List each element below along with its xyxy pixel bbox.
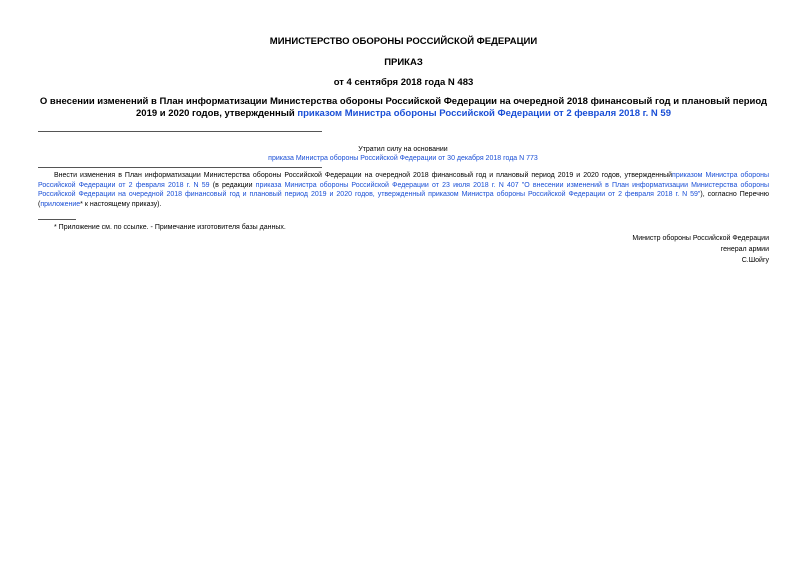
lapsed-notice: Утратил силу на основании (358, 146, 448, 153)
order-body-paragraph (38, 171, 769, 209)
body-text-part: (в редакции (209, 181, 256, 189)
signature-name: С.Шойгу (741, 257, 769, 264)
body-text-part: Внести изменения в План информатизации Министерства обороны Российской Федерации на очередной 2018 финансовый год и плановый период 2019 и 2020 годов, утвержденный (54, 172, 673, 179)
ministry-heading: МИНИСТЕРСТВО ОБОРОНЫ РОССИЙСКОЙ ФЕДЕРАЦИИ (269, 36, 538, 47)
date-number-heading: от 4 сентября 2018 года N 483 (333, 77, 474, 88)
divider-line-middle (38, 167, 322, 168)
body-order-link[interactable]: приказом Министра обороны Российской Федерации от 2 февраля 2018 г. N 59 (38, 172, 769, 189)
divider-line-top (38, 131, 322, 132)
signature-rank: генерал армии (720, 246, 769, 253)
doc-type-heading: ПРИКАЗ (384, 57, 423, 68)
footnote-text: * Приложение см. по ссылке. - Примечание изготовителя базы данных. (54, 224, 286, 231)
signature-position: Министр обороны Российской Федерации (632, 235, 769, 242)
lapsed-order-link-line (200, 155, 606, 162)
body-appendix-link[interactable]: приложение (40, 200, 81, 208)
body-text-part: * к настоящему приказу). (80, 200, 162, 208)
body-amendment-link[interactable]: приказа Министра обороны Российской Федерации от 23 июля 2018 г. N 407 "О внесении изменений в План информатизации Министерства обороны Российской Федерации на очередной 2018 финансовый год и плановый период 2019 и 2020 годов, утвержденный приказом Министра обороны Российской Федерации от 2 февраля 2018 г. N 59" (38, 181, 769, 198)
title-order-link[interactable]: приказом Министра обороны Российской Федерации от 2 февраля 2018 г. N 59 (297, 108, 671, 119)
document-title (38, 96, 769, 120)
title-text: О внесении изменений в План информатизации Министерства обороны Российской Федерации на очередной 2018 финансовый год и плановый период 2019 и 2020 годов, утвержденный (39, 96, 768, 119)
lapsed-order-link[interactable]: приказа Министра обороны Российской Федерации от 30 декабря 2018 года N 773 (268, 155, 538, 162)
body-text-part: ), согласно Перечню ( (38, 191, 769, 208)
footnote-divider (38, 219, 76, 220)
